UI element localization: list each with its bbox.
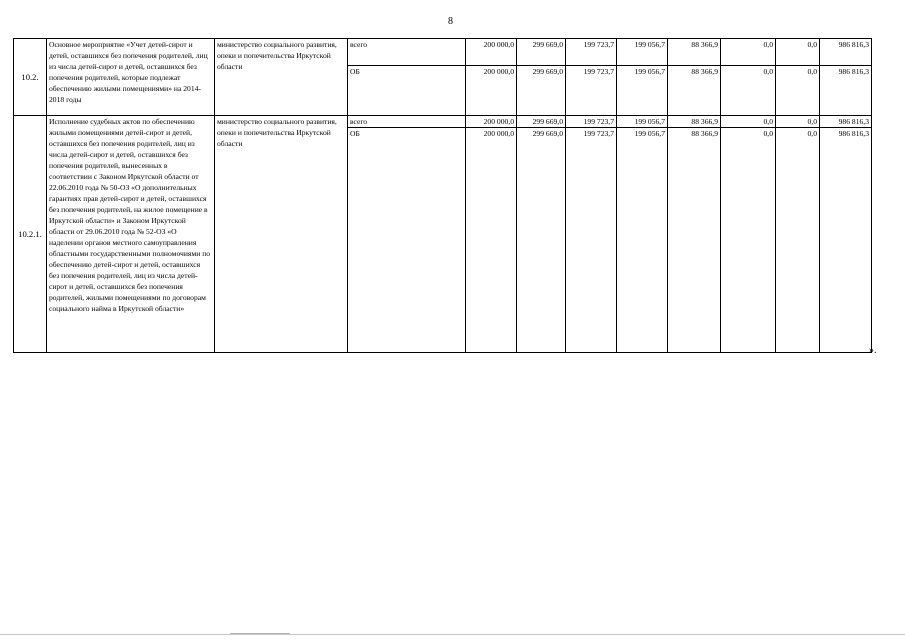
- value-cell: 0,0: [721, 128, 776, 353]
- value-cell: 299 669,0: [517, 39, 566, 66]
- row-code: 10.2.: [14, 39, 47, 116]
- table-row: [14, 39, 872, 66]
- value-cell: 0,0: [776, 116, 820, 128]
- value-cell: 0,0: [776, 39, 820, 66]
- value-cell: 199 056,7: [617, 66, 668, 116]
- value-cell: 986 816,3: [820, 39, 872, 66]
- value-cell: 986 816,3: [820, 116, 872, 128]
- value-cell: 299 669,0: [517, 128, 566, 353]
- value-cell: 0,0: [776, 128, 820, 353]
- value-cell: 0,0: [721, 39, 776, 66]
- value-cell: 200 000,0: [466, 128, 517, 353]
- value-cell: 299 669,0: [517, 116, 566, 128]
- value-cell: 88 366,9: [668, 39, 721, 66]
- table-row: [14, 116, 872, 128]
- funding-source: всего: [348, 116, 466, 128]
- funding-source: ОБ: [348, 66, 466, 116]
- row-executor: министерство социального развития, опеки и попечительства Иркутской области: [215, 116, 348, 353]
- value-cell: 88 366,9: [668, 128, 721, 353]
- value-cell: 986 816,3: [820, 66, 872, 116]
- scan-artifact-line: [0, 634, 905, 635]
- value-cell: 199 056,7: [617, 116, 668, 128]
- value-cell: 299 669,0: [517, 66, 566, 116]
- value-cell: 199 723,7: [566, 39, 617, 66]
- funding-source: ОБ: [348, 128, 466, 353]
- value-cell: 88 366,9: [668, 116, 721, 128]
- value-cell: 199 056,7: [617, 39, 668, 66]
- value-cell: 200 000,0: [466, 39, 517, 66]
- row-executor: министерство социального развития, опеки и попечительства Иркутской области: [215, 39, 348, 116]
- value-cell: 199 723,7: [566, 116, 617, 128]
- value-cell: 0,0: [721, 66, 776, 116]
- row-code: 10.2.1.: [14, 116, 47, 353]
- row-description: Основное мероприятие «Учет детей-сирот и детей, оставшихся без попечения родителей, лиц из числа детей-сирот и детей, оставшихся без попечения родителей, которые подлежат обеспечению жилыми помещениями» на 2014-2018 годы: [47, 39, 215, 116]
- value-cell: 199 723,7: [566, 66, 617, 116]
- closing-quote-mark: ».: [869, 345, 877, 356]
- funding-source: всего: [348, 39, 466, 66]
- value-cell: 200 000,0: [466, 66, 517, 116]
- page-number: 8: [448, 16, 453, 27]
- budget-table: [13, 38, 872, 353]
- value-cell: 986 816,3: [820, 128, 872, 353]
- value-cell: 88 366,9: [668, 66, 721, 116]
- row-description: Исполнение судебных актов по обеспечению жилыми помещениями детей-сирот и детей, оставшихся без попечения родителей, лиц из числа детей-сирот и детей, оставшихся без попечения родителей, вынесенных в соответствии с Законом Иркутской области от 22.06.2010 года № 50-ОЗ «О дополнительных гарантиях прав детей-сирот и детей, оставшихся без попечения родителей, на жилое помещение в Иркутской области» и Законом Иркутской области от 29.06.2010 года № 52-ОЗ «О наделении органов местного самоуправления областными государственными полномочиями по обеспечению детей-сирот и детей, оставшихся без попечения родителей, лиц из числа детей-сирот и детей, оставшихся без попечения родителей, жилыми помещениями по договорам социального найма в Иркутской области»: [47, 116, 215, 353]
- value-cell: 200 000,0: [466, 116, 517, 128]
- value-cell: 199 723,7: [566, 128, 617, 353]
- value-cell: 0,0: [776, 66, 820, 116]
- value-cell: 199 056,7: [617, 128, 668, 353]
- scan-artifact-line: [230, 633, 290, 634]
- value-cell: 0,0: [721, 116, 776, 128]
